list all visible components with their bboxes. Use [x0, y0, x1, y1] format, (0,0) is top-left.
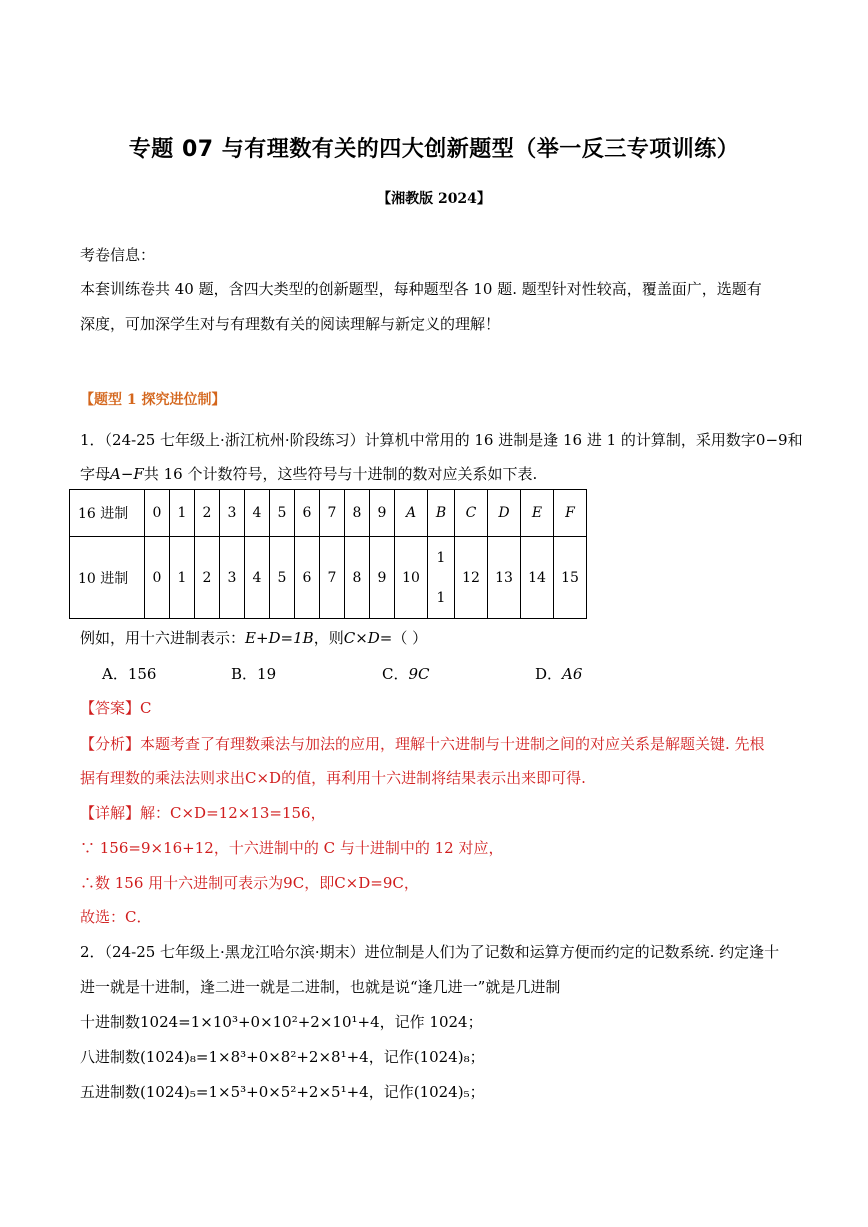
table-cell: A	[395, 490, 428, 537]
q1-line1: 1．（24-25 七年级上·浙江杭州·阶段练习）计算机中常用的 16 进制是逢 16 进 1 的计算制，采用数字0−9和	[80, 431, 803, 449]
table-row	[70, 537, 587, 619]
table-cell: 9	[370, 490, 395, 537]
analysis-line1	[80, 733, 765, 754]
example-text-a: 例如，用十六进制表示：	[80, 629, 246, 647]
option-c-value: 9C	[408, 665, 430, 683]
section-heading: 【题型 1 探究进位制】	[80, 392, 226, 408]
detail-line1	[80, 802, 326, 823]
q1-line2	[80, 463, 537, 484]
option-d	[535, 663, 582, 684]
option-d-label: D．	[535, 665, 563, 683]
table-cell: 2	[195, 537, 220, 619]
exam-info-line1: 本套训练卷共 40 题，含四大类型的创新题型，每种题型各 10 题. 题型针对性较高，覆盖面广，选题有	[80, 280, 762, 298]
example-text-b: ，则	[313, 629, 344, 647]
table-cell: 10	[395, 537, 428, 619]
analysis-label: 【分析】	[80, 735, 141, 753]
option-a-value: 156	[127, 665, 157, 683]
table-cell: 13	[488, 537, 521, 619]
table-cell: 14	[521, 537, 554, 619]
q1-line2-b: 共 16 个计数符号，这些符号与十进制的数对应关系如下表.	[143, 465, 538, 483]
table-cell: 6	[295, 537, 320, 619]
table-row	[70, 490, 587, 537]
table-cell: 4	[245, 490, 270, 537]
table-cell: B	[428, 490, 455, 537]
table-header-cell: 16 进制	[70, 490, 145, 537]
detail-line2: ∵ 156=9×16+12，十六进制中的 C 与十进制中的 12 对应，	[80, 839, 504, 857]
analysis-line2: 据有理数的乘法法则求出C×D的值，再利用十六进制将结果表示出来即可得.	[80, 769, 586, 787]
table-cell: 5	[270, 537, 295, 619]
q2-line4: 八进制数(1024)₈=1×8³+0×8²+2×8¹+4，记作(1024)₈；	[80, 1048, 485, 1066]
table-cell: 9	[370, 537, 395, 619]
answer-line	[80, 697, 152, 718]
q2-line1: 2．（24-25 七年级上·黑龙江哈尔滨·期末）进位制是人们为了记数和运算方便而约定的记数系统. 约定逢十	[80, 943, 780, 961]
exam-info-label: 考卷信息：	[80, 246, 156, 264]
table-cell: 15	[554, 537, 587, 619]
table-cell: 0	[145, 537, 170, 619]
example-expr-1: E+D=1B	[245, 629, 314, 647]
answer-value: C	[140, 699, 152, 717]
q2-line3: 十进制数1024=1×10³+0×10²+2×10¹+4，记作 1024；	[80, 1013, 483, 1031]
detail-text-1: 解：C×D=12×13=156，	[140, 804, 326, 822]
example-text-c: （ ）	[392, 629, 428, 647]
table-cell: 8	[345, 490, 370, 537]
page-title: 专题 07 与有理数有关的四大创新题型（举一反三专项训练）	[128, 137, 740, 162]
detail-line4: 故选：C．	[80, 908, 152, 926]
table-cell: 3	[220, 537, 245, 619]
table-cell: D	[488, 490, 521, 537]
table-cell: 1	[170, 537, 195, 619]
option-b	[231, 663, 276, 684]
q1-line2-var: A−F	[110, 465, 144, 483]
hex-table	[69, 489, 587, 619]
option-c-label: C．	[382, 665, 409, 683]
table-cell: 2	[195, 490, 220, 537]
table-cell: C	[455, 490, 488, 537]
q2-line2: 进一就是十进制，逢二进一就是二进制，也就是说“逢几进一”就是几进制	[80, 978, 561, 996]
table-cell: 1	[170, 490, 195, 537]
option-c	[382, 663, 430, 684]
table-cell: 3	[220, 490, 245, 537]
table-cell: 4	[245, 537, 270, 619]
table-cell: 0	[145, 490, 170, 537]
table-cell: 6	[295, 490, 320, 537]
example-expr-2: C×D=	[343, 629, 393, 647]
exam-info-line2: 深度，可加深学生对与有理数有关的阅读理解与新定义的理解！	[80, 315, 501, 333]
option-a-label: A．	[102, 665, 128, 683]
table-cell: 8	[345, 537, 370, 619]
option-b-value: 19	[257, 665, 277, 683]
answer-label: 【答案】	[80, 699, 141, 717]
table-cell: 5	[270, 490, 295, 537]
edition-label: 【湘教版 2024】	[377, 191, 491, 207]
detail-label: 【详解】	[80, 804, 141, 822]
table-cell: 7	[320, 537, 345, 619]
option-a	[102, 663, 156, 684]
detail-line3: ∴数 156 用十六进制可表示为9C，即C×D=9C，	[80, 874, 419, 892]
q1-line2-a: 字母	[80, 465, 111, 483]
table-cell: E	[521, 490, 554, 537]
option-b-label: B．	[231, 665, 258, 683]
table-cell: 7	[320, 490, 345, 537]
q1-example	[80, 627, 427, 648]
table-cell: 11	[428, 537, 455, 619]
table-cell: 12	[455, 537, 488, 619]
table-header-cell: 10 进制	[70, 537, 145, 619]
option-d-value: A6	[562, 665, 583, 683]
analysis-text-1: 本题考查了有理数乘法与加法的应用，理解十六进制与十进制之间的对应关系是解题关键. 先根	[140, 735, 765, 753]
table-cell: F	[554, 490, 587, 537]
q2-line5: 五进制数(1024)₅=1×5³+0×5²+2×5¹+4，记作(1024)₅；	[80, 1083, 485, 1101]
